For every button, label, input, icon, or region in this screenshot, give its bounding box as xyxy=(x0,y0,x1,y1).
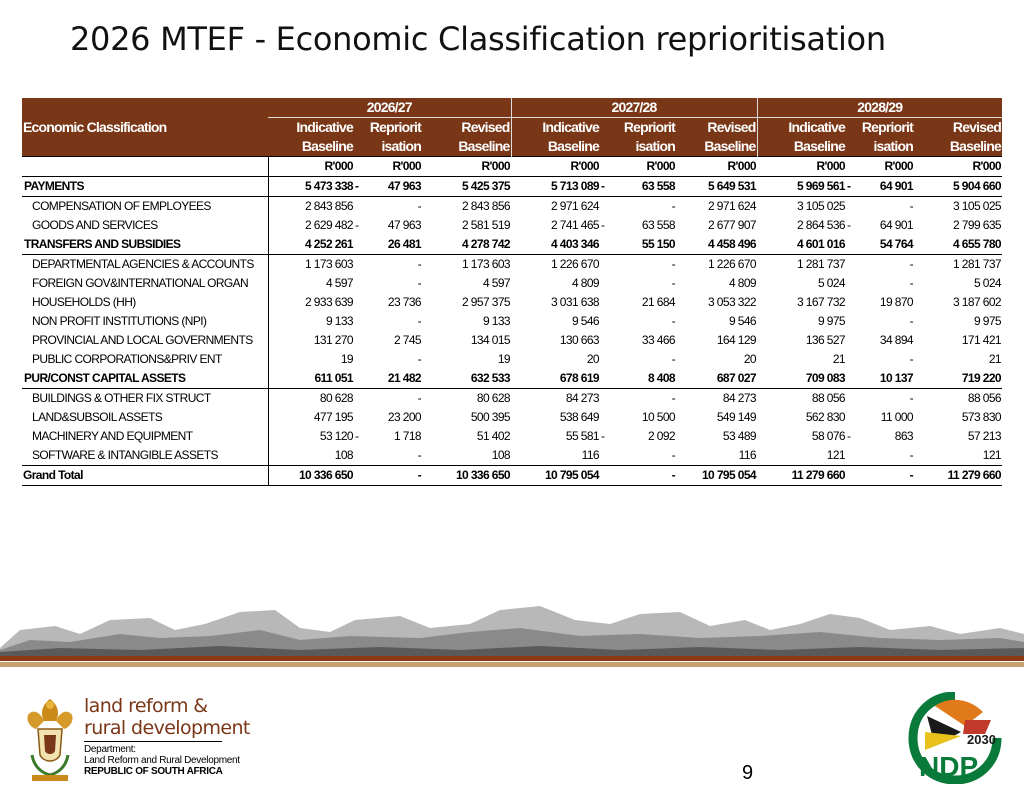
value-cell: - xyxy=(417,276,421,290)
value-cell: 116 xyxy=(738,448,756,462)
value-cell: - xyxy=(671,276,675,290)
group-row xyxy=(22,235,1002,255)
value-cell: 88 056 xyxy=(967,391,1001,405)
value-cell: 2 799 635 xyxy=(953,218,1001,232)
value-cell: - xyxy=(671,199,675,213)
subheader-cell: Repriorit xyxy=(861,119,913,135)
value-cell: 709 083 xyxy=(757,369,846,389)
value-cell: 4 809 xyxy=(728,276,756,290)
subheader-cell: Indicative xyxy=(296,119,353,135)
year-header: 2027/28 xyxy=(511,98,757,118)
value-cell: 562 830 xyxy=(805,410,845,424)
value-cell: 4 403 346 xyxy=(511,235,600,255)
value-cell: 121 xyxy=(826,448,845,462)
value-cell: 5 713 089 xyxy=(511,177,600,197)
value-cell: 80 628 xyxy=(476,391,510,405)
row-label: COMPENSATION OF EMPLOYEES xyxy=(32,199,211,213)
row-label: SOFTWARE & INTANGIBLE ASSETS xyxy=(32,448,218,462)
year-header: 2028/29 xyxy=(757,98,1002,118)
value-cell: 9 133 xyxy=(268,312,354,331)
value-cell: 108 xyxy=(268,446,354,466)
row-label: DEPARTMENTAL AGENCIES & ACCOUNTS xyxy=(32,257,254,271)
value-cell: 21 482 xyxy=(354,369,422,389)
value-cell: 108 xyxy=(491,448,510,462)
department-full-name: Land Reform and Rural Development xyxy=(84,755,240,766)
value-cell: 134 015 xyxy=(470,333,510,347)
value-cell: 5 024 xyxy=(817,276,845,290)
table-row xyxy=(22,350,1002,369)
value-cell: 26 481 xyxy=(354,235,422,255)
value-cell: - xyxy=(417,314,421,328)
row-label: Grand Total xyxy=(22,466,268,486)
value-cell: 54 764 xyxy=(846,235,914,255)
value-cell: 9 975 xyxy=(817,314,845,328)
subheader-cell: Baseline xyxy=(511,137,600,157)
value-cell: 51 402 xyxy=(476,429,510,443)
table-row xyxy=(22,427,1002,446)
value-cell: - xyxy=(600,466,676,486)
value-cell: 23 200 xyxy=(387,410,421,424)
value-cell: 1 281 737 xyxy=(797,257,845,271)
value-cell: 4 252 261 xyxy=(268,235,354,255)
value-cell: 2 957 375 xyxy=(462,295,510,309)
coat-of-arms-icon xyxy=(22,695,78,785)
subheader-cell: isation xyxy=(873,138,913,154)
value-cell: 2 677 907 xyxy=(708,218,756,232)
value-cell: 10 336 650 xyxy=(422,466,511,486)
value-cell: 9 546 xyxy=(728,314,756,328)
row-label: MACHINERY AND EQUIPMENT xyxy=(32,429,193,443)
row-label: PUBLIC CORPORATIONS&PRIV ENT xyxy=(32,352,222,366)
value-cell: 121 xyxy=(982,448,1001,462)
subheader-cell: Baseline xyxy=(704,138,756,154)
value-cell: 10 500 xyxy=(641,410,675,424)
value-cell: - xyxy=(417,448,421,462)
subheader-cell: Repriorit xyxy=(369,119,421,135)
value-cell: 84 273 xyxy=(722,391,756,405)
value-cell: 88 056 xyxy=(811,391,845,405)
subheader-cell: Baseline xyxy=(458,138,510,154)
value-cell: 2 843 856 xyxy=(462,199,510,213)
ndp-2030-logo-icon xyxy=(905,692,1005,784)
value-cell: 1 173 603 xyxy=(268,255,354,275)
value-cell: - xyxy=(417,391,421,405)
value-cell: 136 527 xyxy=(805,333,845,347)
value-cell: - xyxy=(909,314,913,328)
value-cell: 11 279 660 xyxy=(914,466,1002,486)
value-cell: - xyxy=(417,352,421,366)
value-cell: 4 601 016 xyxy=(757,235,846,255)
units-cell: R'000 xyxy=(422,157,511,177)
department-label: Department: xyxy=(84,744,136,755)
value-cell: 53 489 xyxy=(722,429,756,443)
units-cell: R'000 xyxy=(511,157,600,177)
value-cell: - xyxy=(671,448,675,462)
table-row xyxy=(22,408,1002,427)
subheader-cell: Baseline xyxy=(757,137,846,157)
subheader-cell: Baseline xyxy=(301,138,353,154)
subheader-cell: Revised xyxy=(952,119,1001,135)
table-body xyxy=(22,177,1002,486)
value-cell: 2 843 856 xyxy=(268,197,354,217)
value-cell: 4 278 742 xyxy=(422,235,511,255)
value-cell: - xyxy=(671,257,675,271)
value-cell: 687 027 xyxy=(676,369,757,389)
row-label: FOREIGN GOV&INTERNATIONAL ORGAN xyxy=(32,276,249,290)
value-cell: 4 597 xyxy=(482,276,510,290)
row-label: TRANSFERS AND SUBSIDIES xyxy=(22,235,268,255)
value-cell: 1 226 670 xyxy=(551,257,599,271)
table-row xyxy=(22,331,1002,350)
value-cell: 5 024 xyxy=(973,276,1001,290)
row-label: PROVINCIAL AND LOCAL GOVERNMENTS xyxy=(32,333,253,347)
row-label: NON PROFIT INSTITUTIONS (NPI) xyxy=(32,314,207,328)
landscape-banner xyxy=(0,590,1024,670)
value-cell: 3 053 322 xyxy=(708,295,756,309)
value-cell: 2 741 465 xyxy=(551,218,599,232)
year-header: 2026/27 xyxy=(268,98,511,118)
ndp-year: 2030 xyxy=(967,732,996,747)
value-cell: 3 031 638 xyxy=(551,295,599,309)
subheader-cell: Indicative xyxy=(757,118,846,138)
table-row xyxy=(22,255,1002,275)
value-cell: 58 076 xyxy=(811,429,845,443)
units-cell: R'000 xyxy=(676,157,757,177)
subheader-cell: Revised xyxy=(707,119,756,135)
value-cell: - 47 963 xyxy=(354,177,422,197)
value-cell: - 47 963 xyxy=(355,218,421,232)
value-cell: 5 425 375 xyxy=(422,177,511,197)
value-cell: 4 655 780 xyxy=(914,235,1002,255)
department-name-line2: rural development xyxy=(84,717,250,739)
value-cell: 2 864 536 xyxy=(797,218,845,232)
group-row xyxy=(22,369,1002,389)
units-cell: R'000 xyxy=(846,157,914,177)
value-cell: 538 649 xyxy=(559,410,599,424)
units-cell: R'000 xyxy=(268,157,354,177)
grand-total-row xyxy=(22,466,1002,486)
value-cell: - xyxy=(846,466,914,486)
value-cell: 19 870 xyxy=(879,295,913,309)
value-cell: 21 684 xyxy=(641,295,675,309)
value-cell: - 64 901 xyxy=(846,177,914,197)
value-cell: 84 273 xyxy=(565,391,599,405)
value-cell: 4 597 xyxy=(268,274,354,293)
value-cell: 23 736 xyxy=(387,295,421,309)
value-cell: 11 000 xyxy=(880,410,913,424)
value-cell: 5 649 531 xyxy=(676,177,757,197)
row-label: LAND&SUBSOIL ASSETS xyxy=(32,410,163,424)
units-cell: R'000 xyxy=(600,157,676,177)
value-cell: 678 619 xyxy=(511,369,600,389)
value-cell: - xyxy=(671,352,675,366)
value-cell: 5 473 338 xyxy=(268,177,354,197)
value-cell: 20 xyxy=(743,352,756,366)
value-cell: - xyxy=(909,276,913,290)
value-cell: 3 187 602 xyxy=(953,295,1001,309)
value-cell: 55 581 xyxy=(565,429,599,443)
value-cell: 9 546 xyxy=(571,314,599,328)
value-cell: 8 408 xyxy=(600,369,676,389)
units-cell: R'000 xyxy=(914,157,1002,177)
value-cell: 4 809 xyxy=(571,276,599,290)
value-cell: - xyxy=(671,314,675,328)
value-cell: 3 105 025 xyxy=(953,199,1001,213)
value-cell: - xyxy=(417,257,421,271)
value-cell: 632 533 xyxy=(422,369,511,389)
value-cell: 1 173 603 xyxy=(462,257,510,271)
ndp-text: NDP xyxy=(919,751,979,782)
value-cell: - xyxy=(909,391,913,405)
value-cell: 9 975 xyxy=(973,314,1001,328)
row-label: PAYMENTS xyxy=(22,177,268,197)
value-cell: 9 133 xyxy=(482,314,510,328)
value-cell: 21 xyxy=(832,352,845,366)
row-label: PUR/CONST CAPITAL ASSETS xyxy=(22,369,268,389)
group-row xyxy=(22,177,1002,197)
value-cell: 4 458 496 xyxy=(676,235,757,255)
country-name: REPUBLIC OF SOUTH AFRICA xyxy=(84,766,223,777)
value-cell: 2 933 639 xyxy=(268,293,354,312)
page-title: 2026 MTEF - Economic Classification reprioritisation xyxy=(70,20,886,58)
value-cell: 1 281 737 xyxy=(953,257,1001,271)
value-cell: 2 629 482 xyxy=(268,216,354,235)
value-cell: - 2 092 xyxy=(601,429,675,443)
value-cell: 2 745 xyxy=(393,333,421,347)
value-cell: 10 137 xyxy=(846,369,914,389)
table-row xyxy=(22,197,1002,217)
value-cell: 34 894 xyxy=(879,333,913,347)
value-cell: 130 663 xyxy=(559,333,599,347)
subheader-cell: Repriorit xyxy=(623,119,675,135)
value-cell: - 64 901 xyxy=(847,218,913,232)
value-cell: 10 795 054 xyxy=(511,466,600,486)
subheader-cell: Baseline xyxy=(949,138,1001,154)
value-cell: 11 279 660 xyxy=(757,466,846,486)
value-cell: 2 971 624 xyxy=(551,199,599,213)
value-cell: 20 xyxy=(586,352,599,366)
row-label: HOUSEHOLDS (HH) xyxy=(32,295,136,309)
value-cell: 3 167 732 xyxy=(797,295,845,309)
value-cell: 171 421 xyxy=(961,333,1001,347)
table-row xyxy=(22,274,1002,293)
table-row xyxy=(22,293,1002,312)
page-number: 9 xyxy=(742,762,754,784)
value-cell: - xyxy=(909,257,913,271)
value-cell: 719 220 xyxy=(914,369,1002,389)
value-cell: 2 971 624 xyxy=(708,199,756,213)
row-label: GOODS AND SERVICES xyxy=(32,218,158,232)
department-branding xyxy=(84,695,250,777)
divider xyxy=(84,741,222,742)
value-cell: - xyxy=(354,466,422,486)
value-cell: - xyxy=(909,199,913,213)
subheader-cell: Indicative xyxy=(511,118,600,138)
value-cell: 57 213 xyxy=(967,429,1001,443)
value-cell: 116 xyxy=(581,448,599,462)
table-row xyxy=(22,312,1002,331)
value-cell: 19 xyxy=(268,350,354,369)
value-cell: 3 105 025 xyxy=(797,199,845,213)
table-row xyxy=(22,389,1002,409)
economic-classification-table xyxy=(22,98,1002,486)
value-cell: - 863 xyxy=(847,429,913,443)
value-cell: - xyxy=(671,391,675,405)
value-cell: 611 051 xyxy=(268,369,354,389)
value-cell: - xyxy=(909,448,913,462)
value-cell: 164 129 xyxy=(716,333,756,347)
value-cell: 10 795 054 xyxy=(676,466,757,486)
value-cell: 33 466 xyxy=(641,333,675,347)
subheader-cell: Revised xyxy=(461,119,510,135)
value-cell: 1 226 670 xyxy=(708,257,756,271)
value-cell: 80 628 xyxy=(268,389,354,409)
units-row xyxy=(22,157,1002,177)
value-cell: 19 xyxy=(497,352,510,366)
value-cell: - 63 558 xyxy=(601,218,675,232)
row-label: BUILDINGS & OTHER FIX STRUCT xyxy=(32,391,211,405)
corner-label: Economic Classification xyxy=(23,118,167,135)
value-cell: 500 395 xyxy=(470,410,510,424)
value-cell: 5 969 561 xyxy=(757,177,846,197)
value-cell: - xyxy=(909,352,913,366)
value-cell: 573 830 xyxy=(961,410,1001,424)
units-cell: R'000 xyxy=(757,157,846,177)
value-cell: - xyxy=(417,199,421,213)
value-cell: 10 336 650 xyxy=(268,466,354,486)
department-name-line1: land reform & xyxy=(84,695,208,717)
value-cell: 131 270 xyxy=(268,331,354,350)
value-cell: 2 581 519 xyxy=(462,218,510,232)
value-cell: - 63 558 xyxy=(600,177,676,197)
value-cell: 477 195 xyxy=(268,408,354,427)
value-cell: 549 149 xyxy=(716,410,756,424)
units-cell: R'000 xyxy=(354,157,422,177)
subheader-cell: isation xyxy=(381,138,421,154)
subheader-cell: isation xyxy=(635,138,675,154)
value-cell: 53 120 xyxy=(268,427,354,446)
value-cell: 21 xyxy=(988,352,1001,366)
table-row xyxy=(22,216,1002,235)
table-row xyxy=(22,446,1002,466)
value-cell: 55 150 xyxy=(600,235,676,255)
value-cell: - 1 718 xyxy=(355,429,421,443)
value-cell: 5 904 660 xyxy=(914,177,1002,197)
